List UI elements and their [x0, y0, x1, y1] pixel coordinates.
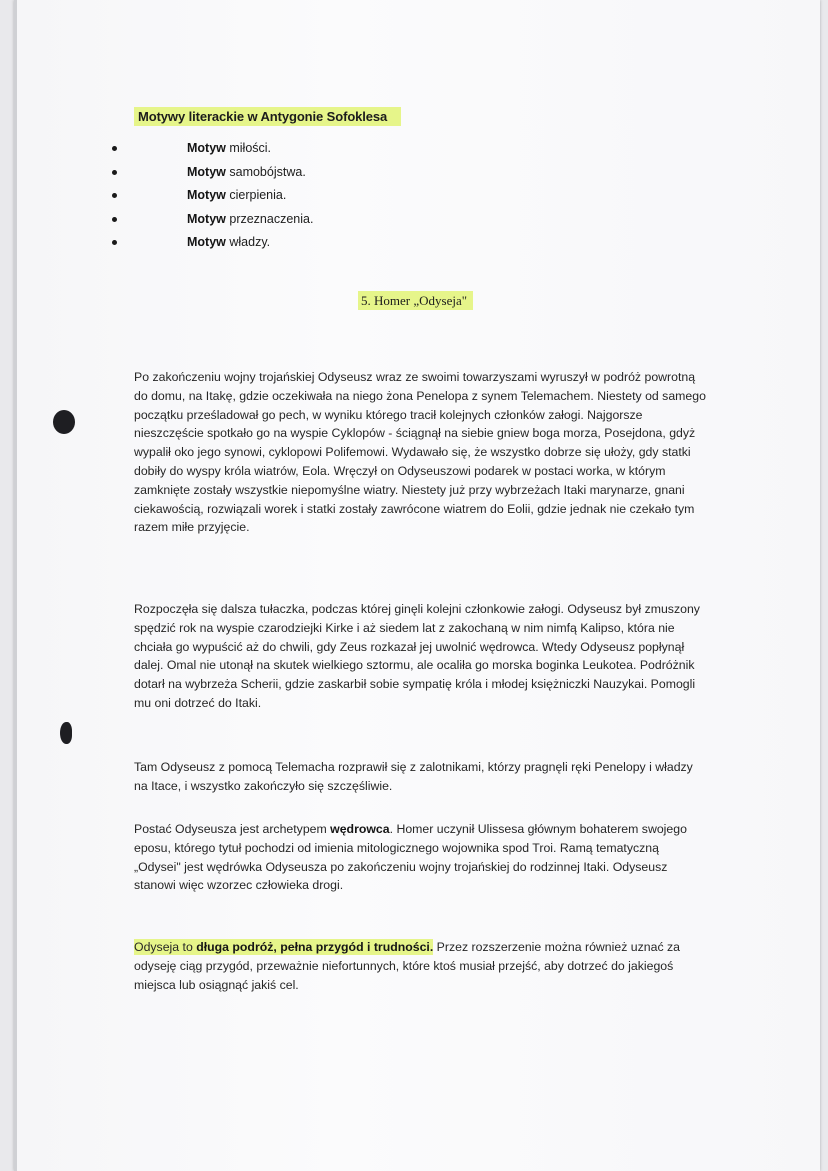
motif-name: miłości. — [225, 141, 272, 155]
bullet-icon — [112, 240, 117, 245]
bullet-icon — [112, 146, 117, 151]
definition-rest: Przez rozszerzenie można również uznać za odyseję ciąg przygód, przeważnie niefortunnych, które ktoś musiał przejść, aby dotrzeć do jakiegoś miejsca lub osiągnąć jakiś cel. — [134, 940, 680, 992]
motif-label: Motyw — [187, 164, 226, 179]
archetype-keyword: wędrowca — [330, 822, 390, 836]
motif-label: Motyw — [187, 141, 226, 155]
bullet-icon — [112, 193, 117, 198]
section-title — [358, 293, 473, 309]
definition-keyword: długa podróż, pełna przygód i trudności. — [196, 940, 434, 954]
motifs-heading-text: Motywy literackie w Antygonie Sofoklesa — [134, 107, 401, 126]
motif-name: przeznaczenia. — [225, 211, 314, 226]
motif-label: Motyw — [187, 235, 226, 249]
archetype-text-end: . Homer uczynił Ulissesa głównym bohaterem swojego eposu, którego tytuł pochodzi od imienia mitologicznego wojownika spod Troi. Ramą tematyczną „Odysei" jest wędrówka Odyseusza po zakończeniu wojny trojańskiej do rodzinnej Itaki. Odyseusz stanowi więc wzorzec człowieka drogi. — [134, 822, 687, 893]
motif-name: samobójstwa. — [225, 164, 306, 179]
paragraph-return: Tam Odyseusz z pomocą Telemacha rozprawił się z zalotnikami, którzy pragnęli ręki Penelopy i władzy na Itace, i wszystko zakończyło się szczęśliwie. — [134, 760, 693, 793]
definition-subject: Odyseja to — [134, 940, 197, 954]
paragraph-definition — [134, 938, 709, 994]
document-page — [14, 0, 820, 1171]
motif-name: władzy. — [225, 235, 271, 249]
paragraph-journey: Po zakończeniu wojny trojańskiej Odyseusz wraz ze swoimi towarzyszami wyruszył w podróż powrotną do domu, na Itakę, gdzie oczekiwała na niego żona Penelopa z synem Telemachem. Niestety od samego początku prześladował go pech, w wyniku którego tracił kolejnych członków załogi. Najgorsze nieszczęście spotkało go na wyspie Cyklopów - ściągnął na siebie gniew boga morza, Posejdona, gdyż wypalił oko jego synowi, cyklopowi Polifemowi. Wydawało się, że wszystko dobrze się ułoży, gdy statki dobiły do wyspy króla wiatrów, Eola. Wręczył on Odyseuszowi podarek w postaci worka, w którym zamknięte zostały wszystkie niepomyślne wiatry. Niestety już przy wybrzeżach Itaki marynarze, gnani ciekawością, rozwiązali worek i statki zostały zawrócone wiatrem do Eolii, gdzie jednak nie czekało tym razem miłe przyjęcie. — [134, 370, 706, 535]
page-edge — [14, 0, 17, 1171]
punch-hole-lower — [60, 722, 72, 744]
section-title-text: 5. Homer „Odyseja" — [358, 291, 473, 310]
motif-label: Motyw — [187, 211, 226, 226]
motif-name: cierpienia. — [225, 188, 287, 202]
definition-highlight — [134, 939, 433, 955]
bullet-icon — [112, 170, 117, 175]
motifs-heading — [134, 109, 401, 124]
archetype-text-start: Postać Odyseusza jest archetypem — [134, 822, 331, 836]
punch-hole-upper — [53, 410, 75, 434]
bullet-icon — [112, 217, 117, 222]
motif-label: Motyw — [187, 188, 226, 202]
paragraph-archetype — [134, 820, 709, 895]
paragraph-wandering: Rozpoczęła się dalsza tułaczka, podczas której ginęli kolejni członkowie załogi. Odyseusz był zmuszony spędzić rok na wyspie czarodziejki Kirke i aż siedem lat z zakochaną w nim nimfą Kalipso, która nie chciała go wypuścić aż do chwili, gdy Zeus rozkazał jej uwolnić wędrowca. Wtedy Odyseusz popłynął dalej. Omal nie utonął na skutek wielkiego sztormu, ale ocaliła go morska boginka Leukotea. Podróżnik dotarł na wybrzeża Scherii, gdzie zaskarbił sobie sympatię króla i młodej księżniczki Nauzykai. Pomogli mu oni dotrzeć do Itaki. — [134, 602, 700, 710]
